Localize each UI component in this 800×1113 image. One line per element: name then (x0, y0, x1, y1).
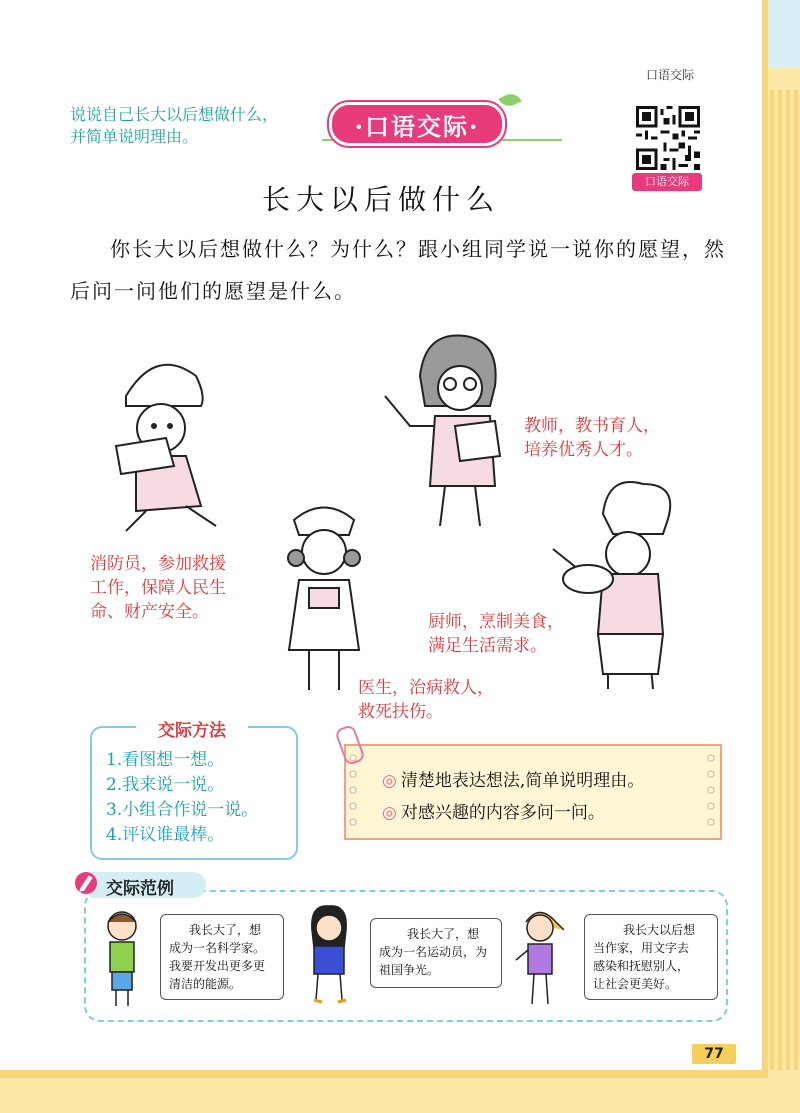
caption-line: 医生，治病救人， (358, 678, 494, 698)
bubble-line: 我长大以后想 (623, 923, 696, 937)
caption-line: 命、财产安全。 (90, 602, 209, 622)
caption-chef (428, 610, 564, 658)
caption-line: 满足生活需求。 (428, 636, 547, 656)
teacher-illustration (380, 326, 530, 526)
girl-writer-illustration (514, 906, 564, 1010)
bubble-line: 感染和抚慰别人， (593, 959, 690, 973)
pencil-icon (74, 870, 98, 896)
bullet-icon: ◎ (382, 803, 397, 823)
speech-bubble (160, 914, 284, 1000)
bubble-line: 祖国争光。 (379, 963, 440, 977)
caption-doctor (358, 676, 494, 724)
methods-title: 交际方法 (136, 716, 248, 741)
section-badge: ·口语交际· (329, 102, 505, 146)
bubble-line: 我长大了，想 (407, 927, 480, 941)
intro-text: 说说自己长大以后想做什么，并简单说明理由。 (70, 105, 279, 146)
speech-bubble (370, 918, 502, 988)
tip-text: 对感兴趣的内容多问一问。 (400, 803, 605, 823)
page-number: 77 (692, 1044, 736, 1064)
examples-title: 交际范例 (106, 879, 174, 899)
qr-code-icon[interactable] (636, 106, 700, 170)
chef-illustration (548, 474, 678, 694)
lesson-title: 长大以后做什么 (261, 183, 500, 216)
speech-bubble (584, 914, 718, 1000)
bubble-line: 清洁的能源。 (169, 977, 242, 991)
girl-athlete-illustration (304, 904, 354, 1010)
methods-item: 3.小组合作说一说。 (106, 800, 259, 820)
methods-item: 2.我来说一说。 (106, 775, 225, 795)
tips-card (344, 744, 722, 840)
running-head: 口语交际 (646, 68, 695, 82)
bubble-line: 成为一名科学家。 (169, 941, 266, 955)
bubble-line: 我要开发出更多更 (169, 959, 266, 973)
caption-firefighter (90, 552, 226, 624)
qr-label: 口语交际 (632, 173, 702, 191)
caption-line: 消防员，参加救援 (90, 554, 226, 574)
bullet-icon: ◎ (382, 771, 397, 791)
bubble-line: 我长大了，想 (189, 923, 262, 937)
tip-text: 清楚地表达想法,简单说明理由。 (400, 771, 645, 791)
lesson-body: 你长大以后想做什么？为什么？跟小组同学说一说你的愿望，然后问一问他们的愿望是什么。 (70, 237, 726, 303)
bubble-line: 让社会更美好。 (593, 977, 678, 991)
leaf-icon (498, 90, 521, 109)
caption-line: 救死扶伤。 (358, 702, 443, 722)
caption-teacher (524, 414, 660, 462)
methods-item: 1.看图想一想。 (106, 750, 225, 770)
caption-line: 工作，保障人民生 (90, 578, 226, 598)
methods-item: 4.评议谁最棒。 (106, 825, 225, 845)
firefighter-illustration (96, 346, 246, 536)
methods-list (106, 748, 258, 848)
bubble-line: 成为一名运动员，为 (379, 945, 488, 959)
caption-line: 培养优秀人才。 (524, 440, 643, 460)
doctor-illustration (284, 500, 364, 700)
tip-item (382, 798, 605, 823)
boy-scientist-illustration (100, 906, 144, 1010)
tip-item (382, 766, 644, 791)
caption-line: 厨师，烹制美食， (428, 612, 564, 632)
bubble-line: 当作家，用文字去 (593, 941, 690, 955)
note-holes-right (706, 750, 716, 830)
caption-line: 教师，教书育人， (524, 416, 660, 436)
